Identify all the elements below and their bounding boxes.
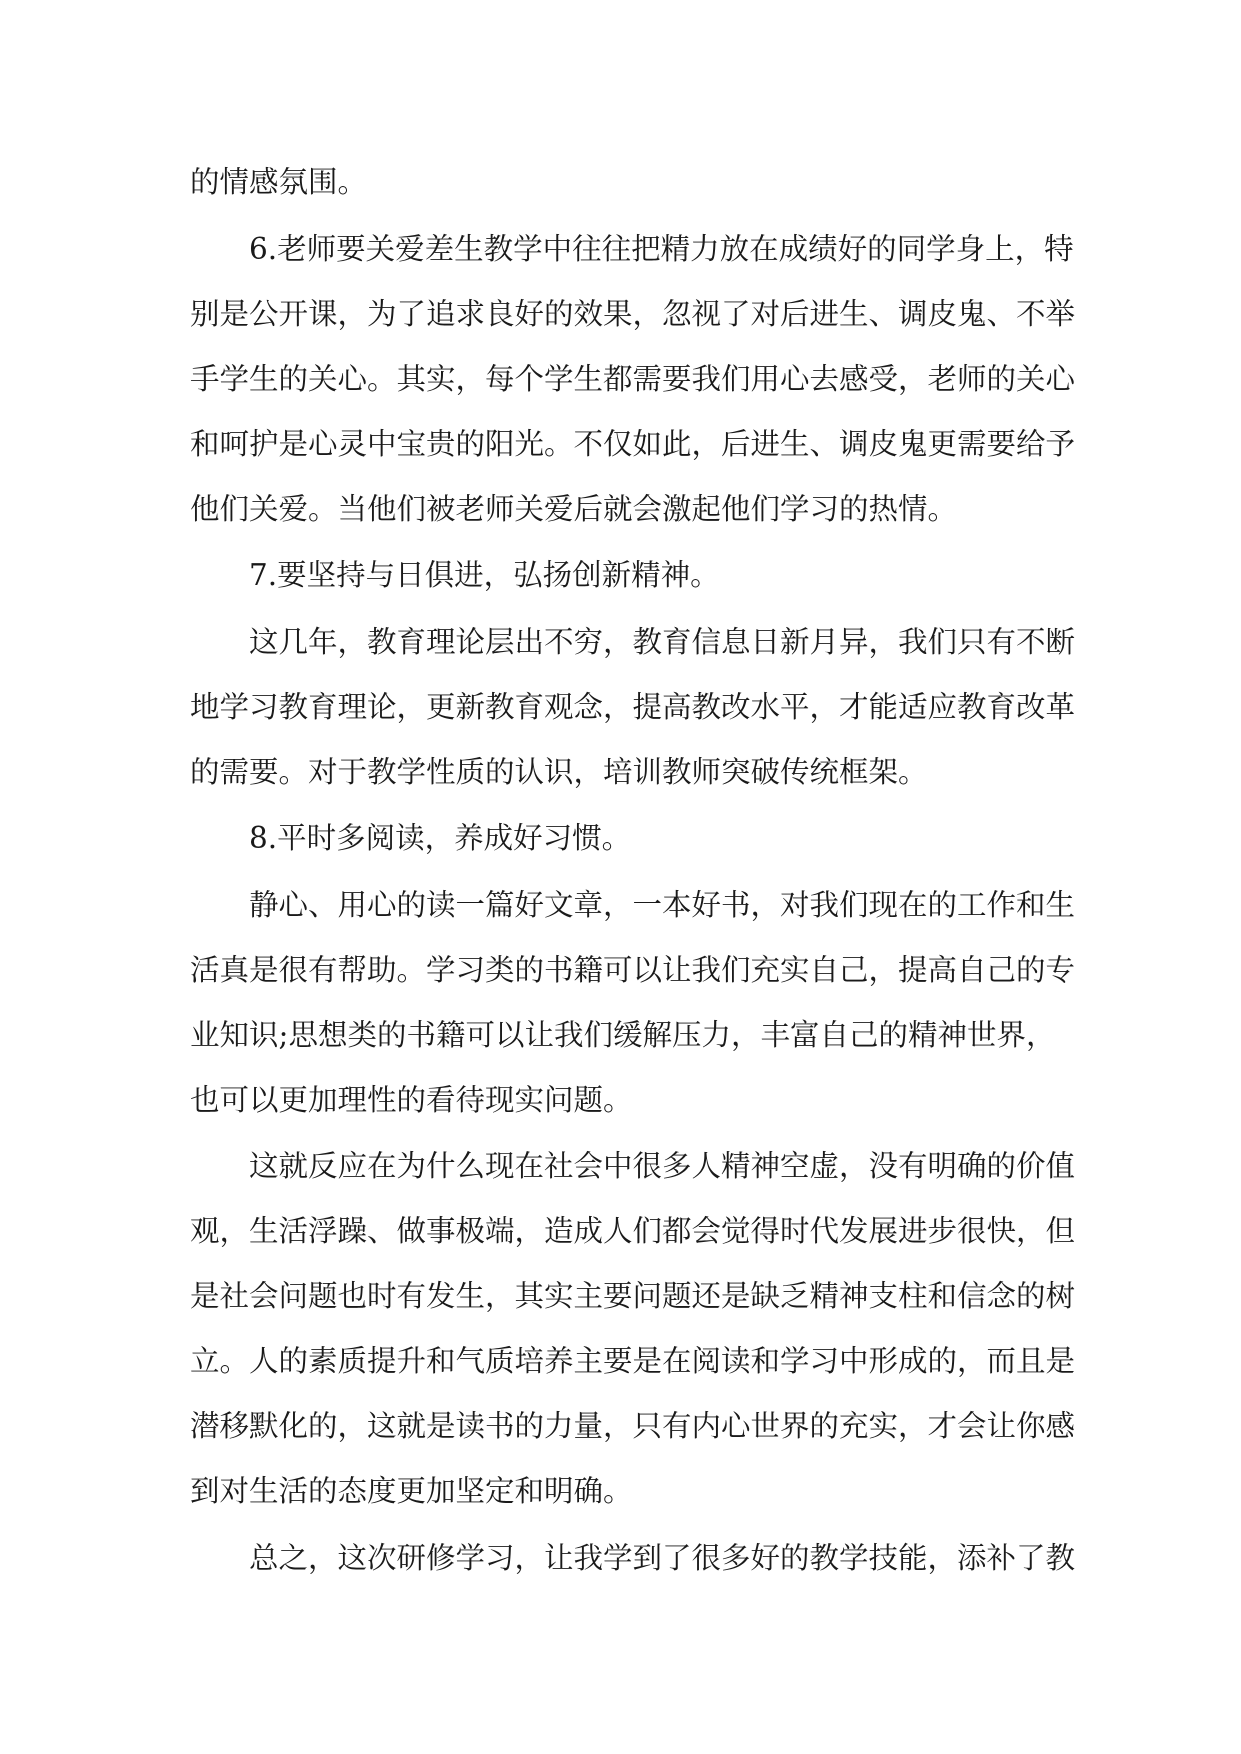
text-line: 这就反应在为什么现在社会中很多人精神空虚，没有明确的价值	[249, 1149, 1076, 1183]
text-line: 6.老师要关爱差生教学中往往把精力放在成绩好的同学身上，特	[249, 232, 1074, 266]
text-line: 这几年，教育理论层出不穷，教育信息日新月异，我们只有不断	[249, 625, 1076, 659]
text-line: 活真是很有帮助。学习类的书籍可以让我们充实自己，提高自己的专	[190, 953, 1076, 987]
text-line: 手学生的关心。其实，每个学生都需要我们用心去感受，老师的关心	[190, 362, 1076, 396]
text-line: 7.要坚持与日俱进，弘扬创新精神。	[249, 558, 720, 592]
text-line: 到对生活的态度更加坚定和明确。	[190, 1474, 633, 1508]
text-line: 地学习教育理论，更新教育观念，提高教改水平，才能适应教育改革	[190, 690, 1076, 724]
text-line: 静心、用心的读一篇好文章，一本好书，对我们现在的工作和生	[249, 888, 1076, 922]
text-line: 立。人的素质提升和气质培养主要是在阅读和学习中形成的，而且是	[190, 1344, 1076, 1378]
text-line: 的情感氛围。	[190, 165, 368, 199]
text-line: 总之，这次研修学习，让我学到了很多好的教学技能，添补了教	[249, 1541, 1076, 1575]
text-line: 的需要。对于教学性质的认识，培训教师突破传统框架。	[190, 755, 928, 789]
text-line: 和呵护是心灵中宝贵的阳光。不仅如此，后进生、调皮鬼更需要给予	[190, 427, 1076, 461]
text-line: 潜移默化的，这就是读书的力量，只有内心世界的充实，才会让你感	[190, 1409, 1076, 1443]
text-line: 业知识;思想类的书籍可以让我们缓解压力，丰富自己的精神世界，	[190, 1018, 1056, 1052]
text-line: 他们关爱。当他们被老师关爱后就会激起他们学习的热情。	[190, 492, 958, 526]
text-line: 观，生活浮躁、做事极端，造成人们都会觉得时代发展进步很快，但	[190, 1214, 1076, 1248]
text-line: 也可以更加理性的看待现实问题。	[190, 1083, 633, 1117]
text-line: 别是公开课，为了追求良好的效果，忽视了对后进生、调皮鬼、不举	[190, 297, 1076, 331]
text-line: 是社会问题也时有发生，其实主要问题还是缺乏精神支柱和信念的树	[190, 1279, 1076, 1313]
text-line: 8.平时多阅读，养成好习惯。	[249, 821, 632, 855]
